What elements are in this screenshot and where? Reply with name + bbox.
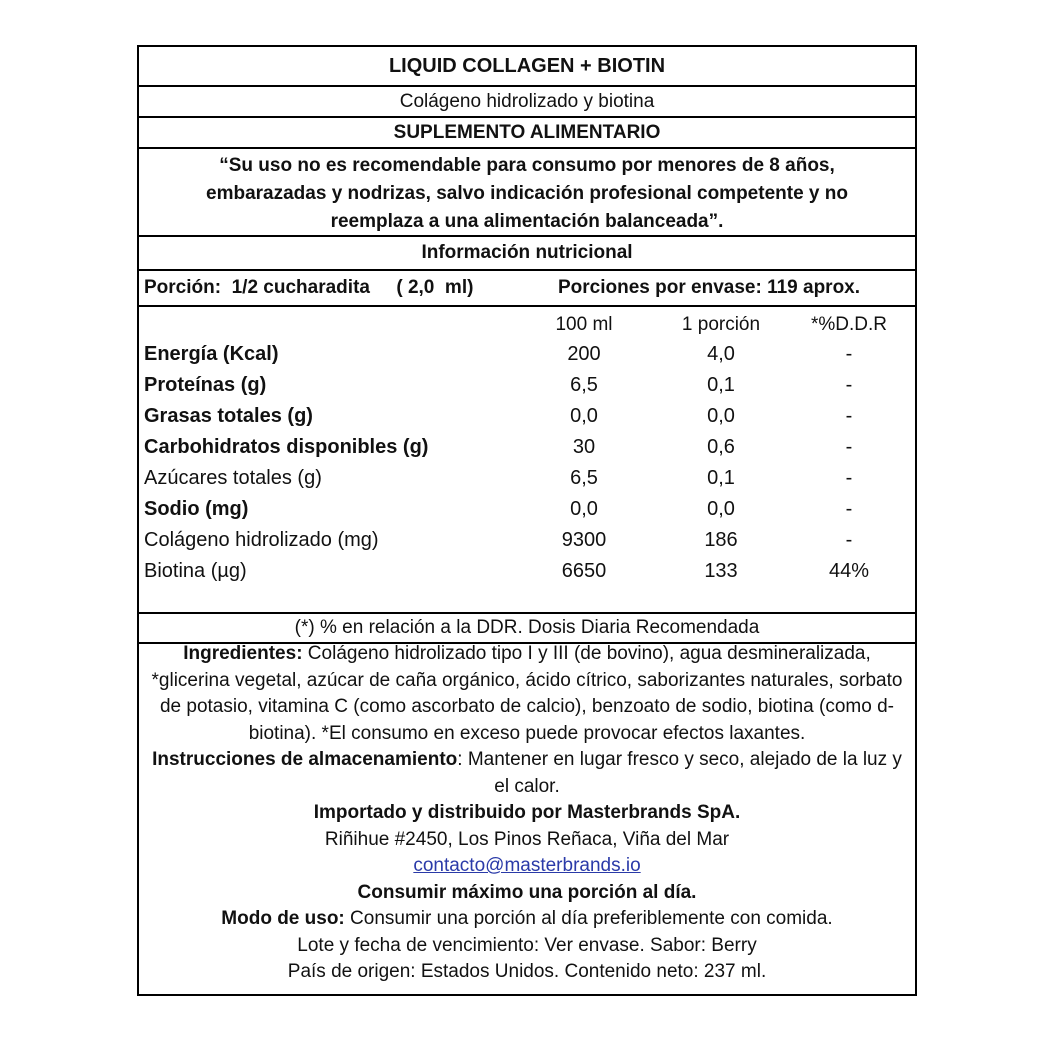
product-title: LIQUID COLLAGEN + BIOTIN	[139, 47, 915, 87]
nutrient-value-100ml: 0,0	[570, 498, 598, 520]
table-row	[139, 432, 915, 463]
nutrient-value-ddr: -	[845, 343, 853, 365]
table-row	[139, 463, 915, 494]
warning-paragraph: “Su uso no es recomendable para consumo por menores de 8 años, embarazadas y nodrizas, salvo indicación profesional competente y no reemplaza a una alimentación balanceada”.	[206, 155, 848, 232]
nutrition-heading: Información nutricional	[139, 237, 915, 271]
importer-text: Importado y distribuido por Masterbrands SpA.	[313, 802, 741, 823]
column-header-100ml: 100 ml	[555, 314, 613, 335]
nutrient-value-ddr: -	[845, 436, 853, 458]
nutrient-value-portion: 0,6	[707, 436, 735, 458]
ingredients-text: Colágeno hidrolizado tipo I y III (de bovino), agua desmineralizada, *glicerina vegetal, azúcar de caña orgánico, ácido cítrico, saborizantes naturales, sorbato de potasio, vitamina C (como ascorbato de calcio), benzoato de sodio, biotina (como d-biotina). *El consumo en exceso puede provocar efectos laxantes.	[151, 643, 903, 744]
nutrient-name: Grasas totales (g)	[144, 405, 313, 427]
nutrient-value-ddr: -	[845, 498, 853, 520]
ingredients-label: Ingredientes:	[183, 643, 303, 664]
nutrient-value-ddr: -	[845, 529, 853, 551]
product-info-block	[151, 641, 903, 986]
nutrient-value-ddr: -	[845, 467, 853, 489]
table-row	[139, 556, 915, 587]
nutrient-value-portion: 186	[704, 529, 738, 551]
nutrient-value-portion: 4,0	[707, 343, 735, 365]
nutrient-value-portion: 133	[704, 560, 738, 582]
nutrient-value-100ml: 9300	[561, 529, 607, 551]
nutrient-value-100ml: 0,0	[570, 405, 598, 427]
lot-text: Lote y fecha de vencimiento: Ver envase. Sabor: Berry	[297, 934, 757, 956]
nutrient-value-portion: 0,1	[707, 374, 735, 396]
nutrient-name: Carbohidratos disponibles (g)	[144, 436, 429, 458]
table-row	[139, 370, 915, 401]
nutrient-name: Biotina (µg)	[144, 560, 247, 582]
email-link[interactable]: contacto@masterbrands.io	[413, 855, 641, 876]
nutrient-value-portion: 0,0	[707, 498, 735, 520]
column-header-ddr: *%D.D.R	[810, 314, 887, 335]
portion-size: Porción: 1/2 cucharadita ( 2,0 ml)	[144, 277, 474, 298]
nutrient-value-ddr: 44%	[828, 560, 870, 582]
storage-paragraph	[151, 747, 903, 800]
nutrient-name: Energía (Kcal)	[144, 343, 279, 365]
table-row	[139, 339, 915, 370]
nutrition-table	[139, 307, 915, 614]
nutrient-value-ddr: -	[845, 374, 853, 396]
usage-text: Consumir una porción al día preferiblemente con comida.	[344, 908, 833, 929]
nutrient-value-100ml: 30	[572, 436, 596, 458]
servings-per-container: Porciones por envase: 119 aprox.	[558, 277, 861, 298]
nutrient-value-100ml: 6,5	[570, 374, 598, 396]
nutrient-value-ddr: -	[845, 405, 853, 427]
portion-row	[139, 271, 915, 307]
table-row	[139, 401, 915, 432]
origin-text: País de origen: Estados Unidos. Contenido neto: 237 ml.	[287, 961, 767, 982]
storage-text: : Mantener en lugar fresco y seco, alejado de la luz y el calor.	[457, 749, 902, 797]
nutrient-value-portion: 0,0	[707, 405, 735, 427]
nutrition-column-headers	[139, 309, 915, 340]
product-subtitle: Colágeno hidrolizado y biotina	[139, 87, 915, 118]
nutrient-name: Proteínas (g)	[144, 374, 267, 396]
ingredients-paragraph	[151, 641, 903, 747]
nutrient-value-100ml: 6,5	[570, 467, 598, 489]
table-row	[139, 525, 915, 556]
nutrient-name: Colágeno hidrolizado (mg)	[144, 529, 379, 551]
usage-paragraph	[151, 906, 903, 933]
nutrition-label	[137, 45, 917, 996]
nutrient-value-portion: 0,1	[707, 467, 735, 489]
nutrient-name: Azúcares totales (g)	[144, 467, 322, 489]
product-category: SUPLEMENTO ALIMENTARIO	[139, 118, 915, 149]
storage-label: Instrucciones de almacenamiento	[152, 749, 458, 770]
ddr-footnote: (*) % en relación a la DDR. Dosis Diaria Recomendada	[139, 614, 915, 644]
warning-text	[139, 149, 915, 237]
nutrient-value-100ml: 6650	[561, 560, 607, 582]
nutrient-name: Sodio (mg)	[144, 498, 249, 520]
column-header-portion: 1 porción	[681, 314, 761, 335]
address-text: Riñihue #2450, Los Pinos Reñaca, Viña del Mar	[324, 828, 730, 850]
max-dose-text: Consumir máximo una porción al día.	[357, 881, 697, 903]
nutrient-value-100ml: 200	[567, 343, 601, 365]
usage-label: Modo de uso:	[221, 908, 345, 929]
table-row	[139, 494, 915, 525]
